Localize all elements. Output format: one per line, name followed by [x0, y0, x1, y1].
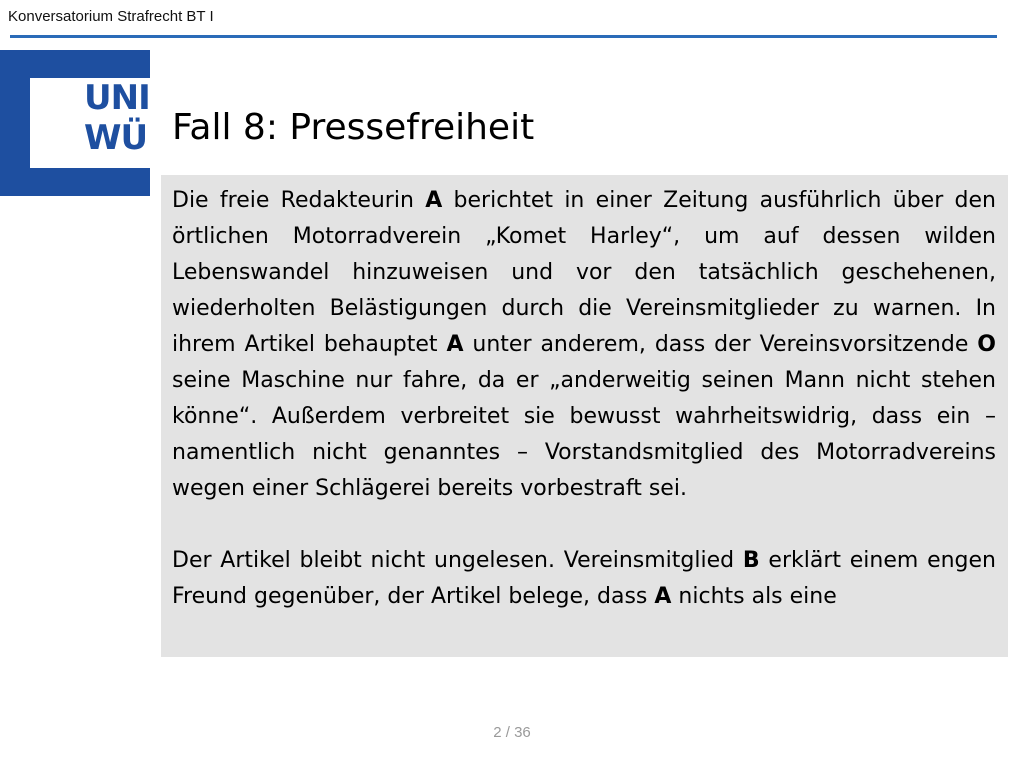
- page-number: 2 / 36: [493, 724, 531, 741]
- party-letter: O: [977, 332, 996, 357]
- header-divider: [10, 35, 997, 38]
- logo-lettering: [84, 78, 150, 168]
- slide-title: Fall 8: Pressefreiheit: [172, 107, 535, 148]
- logo-line-2: WÜ: [84, 118, 148, 158]
- party-letter: A: [446, 332, 464, 357]
- case-description-box: [161, 175, 1008, 657]
- party-letter: A: [654, 584, 672, 609]
- case-paragraph-1: Die freie Redakteurin A berichtet in einer Zeitung ausführlich über den örtlichen Motorradverein „Komet Harley“, um auf dessen wilden Lebenswandel hinzuweisen und vor den tatsächlich geschehenen, wiederholten Belästigungen durch die Vereinsmitglieder zu warnen. In ihrem Artikel behauptet A unter anderem, dass der Vereinsvorsitzende O seine Maschine nur fahre, da er „anderweitig seinen Mann nicht stehen könne“. Außerdem verbreitet sie bewusst wahrheitswidrig, dass ein – namentlich nicht genanntes – Vorstandsmitglied des Motorradvereins wegen einer Schlägerei bereits vorbestraft sei.: [172, 188, 996, 501]
- case-paragraph-2: Der Artikel bleibt nicht ungelesen. Vereinsmitglied B erklärt einem engen Freund gegenüber, der Artikel belege, dass A nichts als eine: [172, 548, 996, 609]
- party-letter: A: [425, 188, 443, 213]
- university-logo: [0, 50, 150, 196]
- party-letter: B: [742, 548, 760, 573]
- logo-line-1: UNI: [84, 78, 150, 118]
- course-title: Konversatorium Strafrecht BT I: [8, 8, 214, 25]
